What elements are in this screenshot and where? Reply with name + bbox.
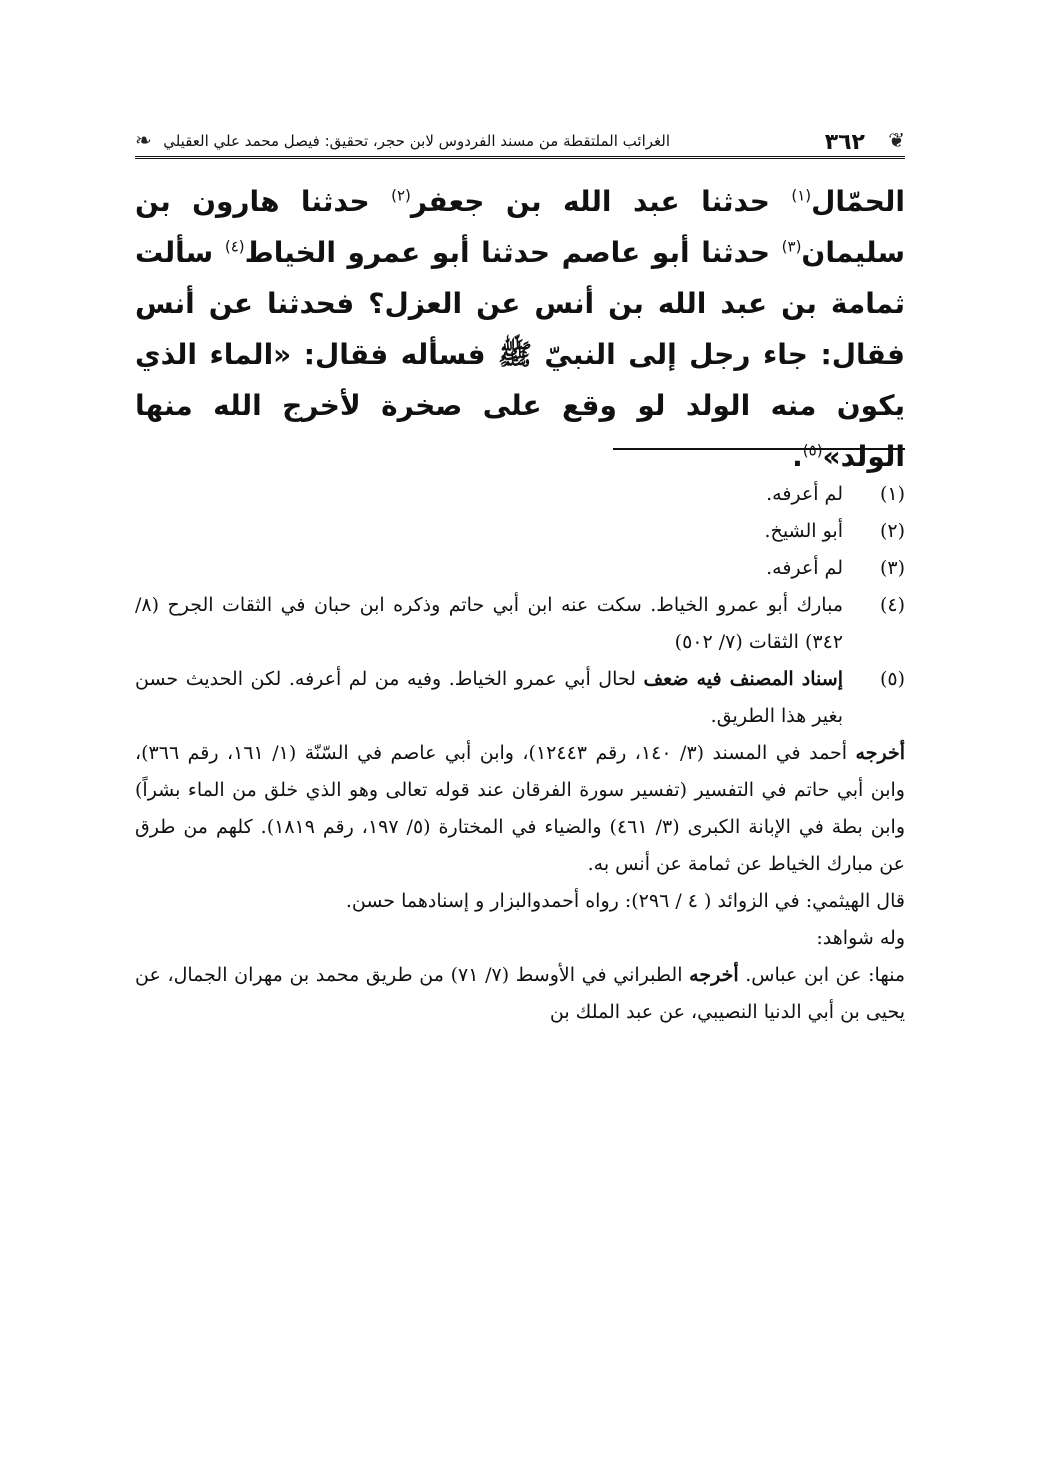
takhrij-text: أحمد في المسند (٣/ ١٤٠، رقم ١٢٤٤٣)، وابن أبي عاصم في السّنّة (١/ ١٦١، رقم ٣٦٦)، وابن أبي حاتم في التفسير (تفسير سورة الفرقان عند قوله تعالى وهو الذي خلق من الماء بشراً) وابن بطة في الإبانة الكبرى (٣/ ٤٦١) والضياء في المختارة (٥/ ١٩٧، رقم ١٨١٩). كلهم من طرق عن مبارك الخياط عن ثمامة عن أنس به. — [135, 742, 905, 875]
ornament-left-icon: ❧ — [135, 128, 152, 152]
footnote-2 — [135, 513, 905, 550]
footnotes — [135, 476, 905, 1031]
footnote-number: (٣) — [879, 557, 905, 579]
ornament-right-icon: ❦ — [888, 128, 905, 152]
footnote-number: (٤) — [879, 594, 905, 616]
footnote-number: (٥) — [879, 668, 905, 690]
main-segment: حدثنا أبو عاصم حدثنا أبو عمرو الخياط — [244, 236, 782, 269]
footnote-3 — [135, 550, 905, 587]
haythami-text: قال الهيثمي: في الزوائد ( ٤ / ٢٩٦): رواه أحمدوالبزار و إسنادهما حسن. — [345, 890, 905, 912]
shahid-paragraph — [135, 957, 905, 1031]
haythami-paragraph — [135, 883, 905, 920]
footnote-ref-5[interactable]: (٥) — [802, 441, 823, 460]
footnote-ref-1[interactable]: (١) — [791, 186, 812, 205]
page-number: ٣٦٢ — [824, 130, 865, 155]
footnote-divider — [613, 448, 905, 450]
footnote-number: (١) — [879, 483, 905, 505]
footnote-ref-2[interactable]: (٢) — [391, 186, 411, 205]
shahid-text: منها: عن ابن عباس. — [738, 964, 905, 986]
footnote-text: مبارك أبو عمرو الخياط. سكت عنه ابن أبي حاتم وذكره ابن حبان في الثقات الجرح (٨/ ٣٤٢) الثقات (٧/ ٥٠٢) — [135, 594, 843, 653]
shahid-text: الطبراني في الأوسط (٧/ ٧١) من طريق محمد بن مهران الجمال، عن يحيى بن أبي الدنيا النصيبي، عن عبد الملك بن — [135, 964, 905, 1023]
footnote-text: لم أعرفه. — [766, 483, 843, 505]
footnote-5 — [135, 661, 905, 735]
takhrij-keyword: أخرجه — [689, 964, 739, 986]
main-segment: الحمّال — [811, 185, 905, 218]
footnote-4 — [135, 587, 905, 661]
shawahid-heading — [135, 920, 905, 957]
main-segment: سألت ثمامة بن عبد الله بن أنس عن العزل؟ فحدثنا عن أنس فقال: جاء رجل إلى النبيّ ﷺ فسأله فقال: «الماء الذي يكون منه الولد لو وقع على صخرة لأخرج الله منها الولد» — [135, 236, 905, 473]
footnote-ref-4[interactable]: (٤) — [224, 237, 245, 256]
footnote-1 — [135, 476, 905, 513]
footnote-text: لحال أبي عمرو الخياط. وفيه من لم أعرفه. لكن الحديث حسن بغير هذا الطريق. — [135, 668, 843, 727]
footnote-ref-3[interactable]: (٣) — [781, 237, 802, 256]
footnote-text: لم أعرفه. — [766, 557, 843, 579]
header-rule — [135, 156, 905, 159]
footnote-number: (٢) — [879, 520, 905, 542]
hadith-text — [135, 176, 905, 482]
shawahid-text: وله شواهد: — [816, 927, 905, 949]
main-segment: . — [792, 440, 803, 473]
takhrij-paragraph — [135, 735, 905, 883]
footnote-text: أبو الشيخ. — [764, 520, 843, 542]
main-segment: حدثنا هارون بن سليمان — [135, 185, 905, 269]
page-header — [135, 124, 905, 162]
footnote-bold-phrase: إسناد المصنف فيه ضعف — [643, 668, 843, 690]
main-segment: حدثنا عبد الله بن جعفر — [410, 185, 792, 218]
takhrij-keyword: أخرجه — [855, 742, 905, 764]
running-title: الغرائب الملتقطة من مسند الفردوس لابن حجر، تحقيق: فيصل محمد علي العقيلي — [163, 132, 670, 150]
